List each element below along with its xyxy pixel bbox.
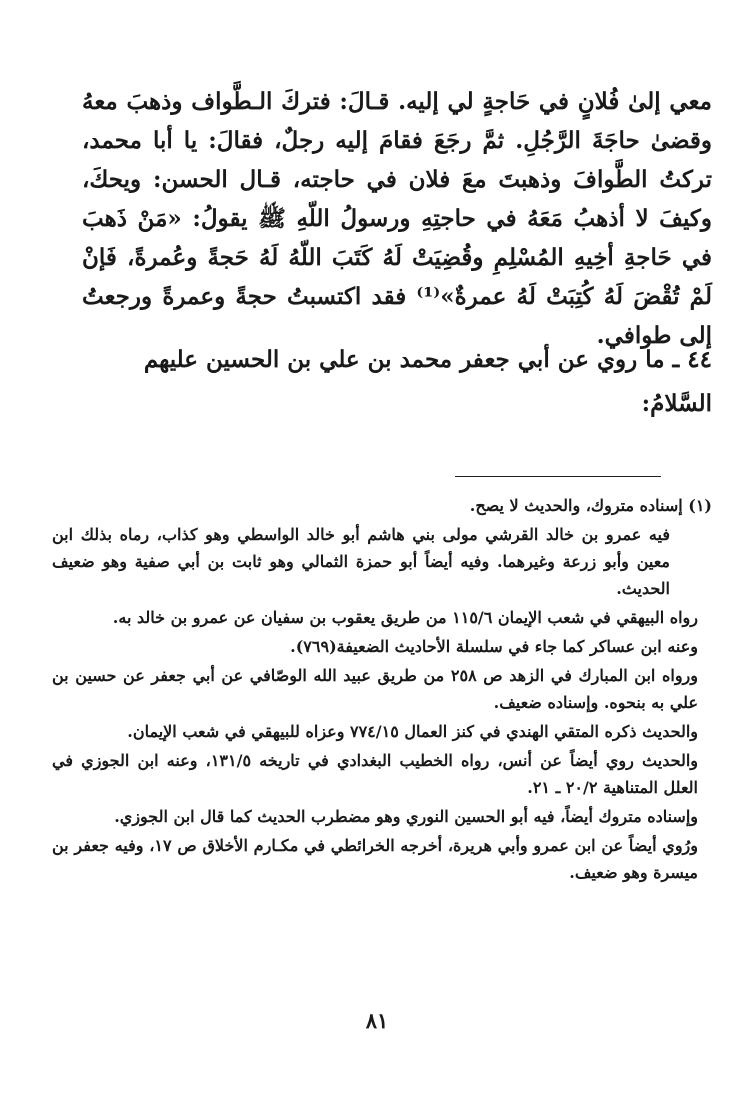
body-paragraph: معي إلىٰ فُلانٍ في حَاجةٍ لي إليه. قـالَ: فتركَ الـطَّواف وذهبَ معهُ وقضىٰ حاجَةَ الرَّجُلِ. ثمَّ رجَعَ فقامَ إليه رجلٌ، فقالَ: يا أبا محمد، تركتُ الطَّوافَ وذهبتَ معَ فلان في حاجته، قـال الحسن: ويحكَ، وكيفَ لا أذهبُ مَعَهُ في حاجتِهِ ورسولُ اللّهِ ﷺ يقولُ: «مَنْ ذَهبَ في حَاجةِ أخِيهِ المُسْلِمِ وقُضِيَتْ لَهُ كَتَبَ اللّهُ لَهُ حَجةً وعُمرةً، فَإنْ لَمْ تُقْضَ لَهُ كُتِبَتْ لَهُ عمرةٌ»⁽¹⁾ فقد اكتسبتُ حجةً وعمرةً ورجعتُ إلى طوافي.: [82, 88, 712, 349]
section-heading: ٤٤ ـ ما روي عن أبي جعفر محمد بن علي بن الحسين عليهم السَّلامُ:: [143, 346, 712, 417]
footnote-item: والحديث روي أيضاً عن أنس، رواه الخطيب البغدادي في تاريخه ١٣١/٥، وعنه ابن الجوزي في العلل المتناهية ٢٠/٢ ـ ٢١.: [52, 751, 698, 797]
footnote-item: والحديث ذكره المتقي الهندي في كنز العمال ٧٧٤/١٥ وعزاه للبيهقي في شعب الإيمان.: [127, 722, 698, 741]
footnote-item: رواه البيهقي في شعب الإيمان ١١٥/٦ من طريق يعقوب بن سفيان عن عمرو بن خالد به.: [112, 608, 698, 627]
footnote-divider: [455, 476, 661, 477]
footnote-item: وإسناده متروك أيضاً، فيه أبو الحسين النوري وهو مضطرب الحديث كما قال ابن الجوزي.: [114, 807, 698, 826]
main-text-block: [82, 82, 712, 355]
footnote-item: وعنه ابن عساكر كما جاء في سلسلة الأحاديث الضعيفة(٧٦٩).: [290, 637, 698, 656]
footnote-item: (١) إسناده متروك، والحديث لا يصح.: [469, 496, 712, 515]
footnote-item: ورُوي أيضاً عن ابن عمرو وأبي هريرة، أخرجه الخرائطي في مكـارم الأخلاق ص ١٧، وفيه جعفر بن ميسرة وهو ضعيف.: [52, 836, 698, 882]
page-number: ٨١: [365, 1008, 389, 1033]
footnote-item: ورواه ابن المبارك في الزهد ص ٢٥٨ من طريق عبيد الله الوصّافي عن أبي جعفر عن حسين بن علي به بنحوه. وإسناده ضعيف.: [52, 666, 699, 712]
footnotes-block: [52, 492, 712, 888]
footnote-item: فيه عمرو بن خالد القرشي مولى بني هاشم أبو خالد الواسطي وهو كذاب، رماه بذلك ابن معين وأبو زرعة وغيرهما. وفيه أيضاً أبو حمزة الثمالي وهو ثابت بن أبي صفية وهو ضعيف الحديث.: [52, 525, 670, 598]
